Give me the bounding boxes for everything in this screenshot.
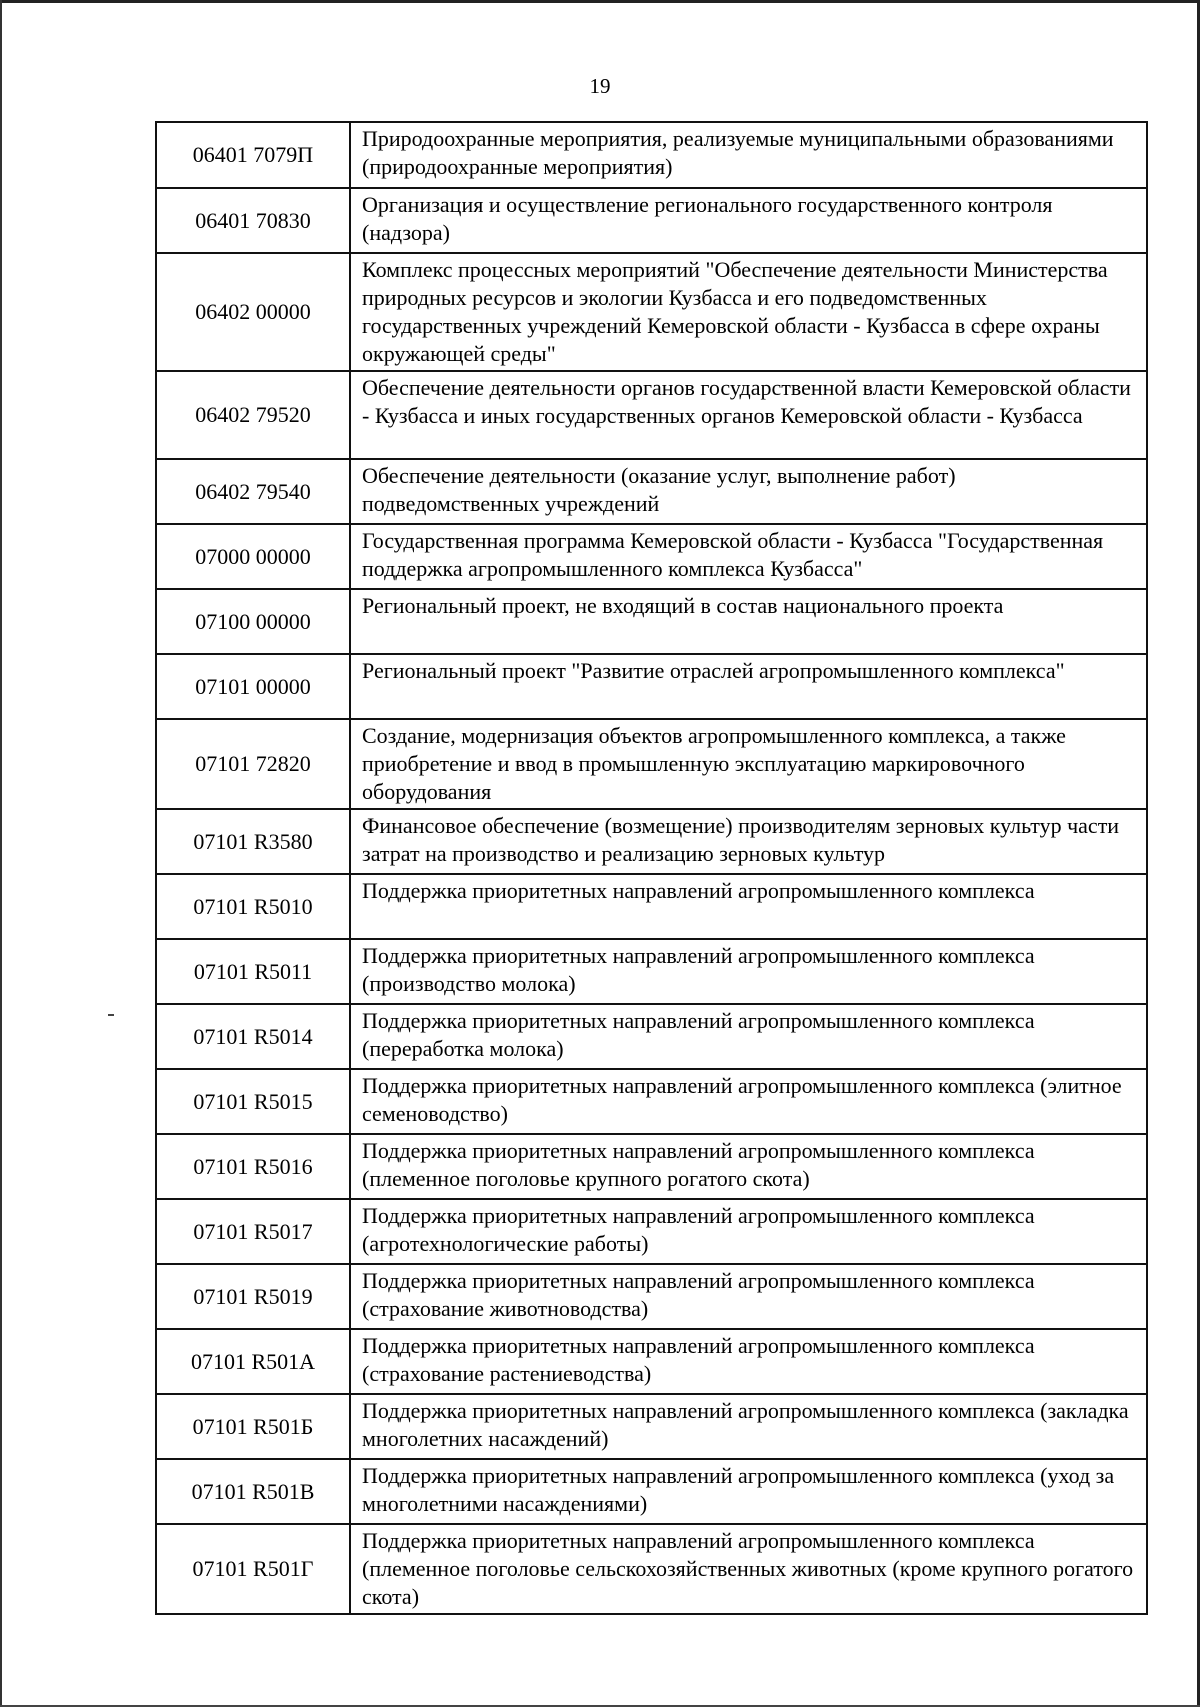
table-row — [156, 188, 1147, 253]
table-row — [156, 1004, 1147, 1069]
table-row — [156, 253, 1147, 371]
row-code: 06402 79540 — [156, 459, 350, 524]
table-row — [156, 939, 1147, 1004]
row-name: Финансовое обеспечение (возмещение) производителям зерновых культур части затрат на производство и реализацию зерновых культур — [350, 809, 1147, 874]
row-name: Поддержка приоритетных направлений агропромышленного комплекса (агротехнологические работы) — [350, 1199, 1147, 1264]
row-name: Региональный проект, не входящий в состав национального проекта — [350, 589, 1147, 654]
table-row — [156, 122, 1147, 188]
row-name: Поддержка приоритетных направлений агропромышленного комплекса (племенное поголовье сельскохозяйственных животных (кроме крупного рогатого скота) — [350, 1524, 1147, 1614]
row-name: Поддержка приоритетных направлений агропромышленного комплекса (племенное поголовье крупного рогатого скота) — [350, 1134, 1147, 1199]
table-row — [156, 1199, 1147, 1264]
row-name: Региональный проект "Развитие отраслей агропромышленного комплекса" — [350, 654, 1147, 719]
table-row — [156, 654, 1147, 719]
scan-border-top — [0, 0, 1200, 3]
row-code: 07000 00000 — [156, 524, 350, 589]
row-code: 07101 R5010 — [156, 874, 350, 939]
row-code: 07101 R5016 — [156, 1134, 350, 1199]
row-name: Поддержка приоритетных направлений агропромышленного комплекса (страхование растениеводства) — [350, 1329, 1147, 1394]
row-name: Организация и осуществление регионального государственного контроля (надзора) — [350, 188, 1147, 253]
row-code: 07101 R5019 — [156, 1264, 350, 1329]
margin-mark — [108, 1014, 114, 1016]
row-code: 07101 R5015 — [156, 1069, 350, 1134]
row-name: Поддержка приоритетных направлений агропромышленного комплекса (уход за многолетними насаждениями) — [350, 1459, 1147, 1524]
table-row — [156, 371, 1147, 459]
row-name: Поддержка приоритетных направлений агропромышленного комплекса (элитное семеноводство) — [350, 1069, 1147, 1134]
row-code: 07101 R501В — [156, 1459, 350, 1524]
row-name: Поддержка приоритетных направлений агропромышленного комплекса (производство молока) — [350, 939, 1147, 1004]
table-row — [156, 1459, 1147, 1524]
scan-border-left — [0, 0, 2, 1707]
table-row — [156, 1524, 1147, 1614]
row-name: Поддержка приоритетных направлений агропромышленного комплекса — [350, 874, 1147, 939]
row-name: Комплекс процессных мероприятий "Обеспечение деятельности Министерства природных ресурсов и экологии Кузбасса и его подведомственных государственных учреждений Кемеровской области - Кузбасса в сфере охраны окружающей среды" — [350, 253, 1147, 371]
table-row — [156, 1264, 1147, 1329]
table-row — [156, 589, 1147, 654]
budget-codes-table — [155, 121, 1148, 1615]
row-code: 07101 00000 — [156, 654, 350, 719]
row-code: 07101 R501Г — [156, 1524, 350, 1614]
row-code: 07100 00000 — [156, 589, 350, 654]
row-code: 07101 72820 — [156, 719, 350, 809]
row-code: 07101 R501Б — [156, 1394, 350, 1459]
row-code: 06402 00000 — [156, 253, 350, 371]
table-row — [156, 1329, 1147, 1394]
row-name: Обеспечение деятельности органов государственной власти Кемеровской области - Кузбасса и иных государственных органов Кемеровской области - Кузбасса — [350, 371, 1147, 459]
row-name: Создание, модернизация объектов агропромышленного комплекса, а также приобретение и ввод в промышленную эксплуатацию маркировочного оборудования — [350, 719, 1147, 809]
table-row — [156, 1069, 1147, 1134]
row-code: 07101 R5011 — [156, 939, 350, 1004]
row-name: Поддержка приоритетных направлений агропромышленного комплекса (закладка многолетних насаждений) — [350, 1394, 1147, 1459]
table-row — [156, 874, 1147, 939]
row-code: 07101 R501А — [156, 1329, 350, 1394]
row-name: Государственная программа Кемеровской области - Кузбасса "Государственная поддержка агропромышленного комплекса Кузбасса" — [350, 524, 1147, 589]
row-code: 07101 R5017 — [156, 1199, 350, 1264]
row-name: Природоохранные мероприятия, реализуемые муниципальными образованиями (природоохранные мероприятия) — [350, 122, 1147, 188]
row-name: Поддержка приоритетных направлений агропромышленного комплекса (страхование животноводства) — [350, 1264, 1147, 1329]
row-code: 07101 R3580 — [156, 809, 350, 874]
table-row — [156, 1134, 1147, 1199]
page-number: 19 — [589, 74, 611, 98]
table-row — [156, 719, 1147, 809]
table-row — [156, 809, 1147, 874]
row-code: 06402 79520 — [156, 371, 350, 459]
table-row — [156, 524, 1147, 589]
table-row — [156, 1394, 1147, 1459]
row-code: 07101 R5014 — [156, 1004, 350, 1069]
row-code: 06401 70830 — [156, 188, 350, 253]
row-name: Обеспечение деятельности (оказание услуг, выполнение работ) подведомственных учреждений — [350, 459, 1147, 524]
row-name: Поддержка приоритетных направлений агропромышленного комплекса (переработка молока) — [350, 1004, 1147, 1069]
row-code: 06401 7079П — [156, 122, 350, 188]
table-row — [156, 459, 1147, 524]
